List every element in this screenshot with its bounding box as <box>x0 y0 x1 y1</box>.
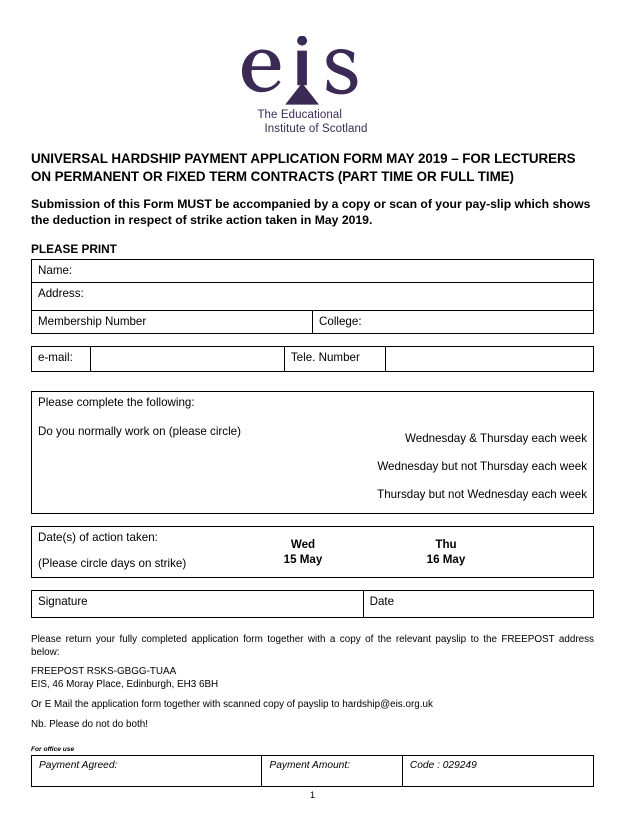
eis-wordmark-icon <box>242 36 383 105</box>
dates-of-action-section <box>31 526 594 578</box>
name-field[interactable]: Name: <box>32 260 594 283</box>
work-pattern-cell <box>32 392 594 514</box>
date-field[interactable]: Date <box>363 591 593 618</box>
page-number: 1 <box>309 789 316 801</box>
complete-heading: Please complete the following: <box>38 396 195 409</box>
dates-heading: Date(s) of action taken: <box>38 531 158 544</box>
table-row <box>32 527 594 578</box>
strike-day-wed[interactable] <box>268 537 338 567</box>
address-field[interactable]: Address: <box>32 283 594 311</box>
payment-agreed-field[interactable]: Payment Agreed: <box>32 755 262 786</box>
dates-instruction: (Please circle days on strike) <box>38 557 187 570</box>
telephone-input[interactable] <box>386 347 594 372</box>
work-pattern-section <box>31 391 594 514</box>
signature-table <box>31 590 594 618</box>
logo-tagline-line1: The Educational <box>257 109 343 121</box>
instruction-return: Please return your fully completed application form together with a copy of the relevant payslip to the FREEPOST address below: <box>31 634 594 658</box>
logo-tagline-line2: Institute of Scotland <box>264 123 368 135</box>
strike-day-wed-date: 15 May <box>283 553 323 566</box>
office-use-label: For office use <box>31 745 75 753</box>
work-pattern-row <box>38 425 587 509</box>
strike-day-thu-date: 16 May <box>426 553 466 566</box>
table-row <box>32 392 594 514</box>
strike-day-wed-name: Wed <box>290 538 316 551</box>
table-row <box>32 283 594 311</box>
email-telephone-table <box>31 346 594 372</box>
work-pattern-options <box>377 425 587 509</box>
work-pattern-option-2[interactable]: Wednesday but not Thursday each week <box>377 460 587 473</box>
email-input[interactable] <box>91 347 285 372</box>
table-row <box>32 311 594 334</box>
table-row <box>32 347 594 372</box>
work-pattern-question: Do you normally work on (please circle) <box>38 425 241 438</box>
instruction-nb: Nb. Please do not do both! <box>31 718 148 730</box>
logo-tagline <box>257 108 367 136</box>
code-field: Code : 029249 <box>402 755 593 786</box>
eis-logo <box>31 0 594 136</box>
telephone-label: Tele. Number <box>284 347 385 372</box>
table-row <box>32 260 594 283</box>
work-pattern-option-1[interactable]: Wednesday & Thursday each week <box>405 432 587 445</box>
payment-amount-field[interactable]: Payment Amount: <box>262 755 403 786</box>
college-field[interactable]: College: <box>313 311 594 334</box>
page-title: UNIVERSAL HARDSHIP PAYMENT APPLICATION FORM MAY 2019 – FOR LECTURERS ON PERMANENT OR FIXED TERM CONTRACTS (PART TIME OR FULL TIME) <box>31 151 576 184</box>
freepost-code: FREEPOST RSKS-GBGG-TUAA <box>31 666 177 678</box>
office-use-table <box>31 755 594 787</box>
dates-of-action-cell <box>32 527 594 578</box>
form-subtitle: Submission of this Form MUST be accompanied by a copy or scan of your pay-slip which shows the deduction in respect of strike action taken in May 2019. <box>31 197 591 227</box>
postal-address: EIS, 46 Moray Place, Edinburgh, EH3 6BH <box>31 678 219 690</box>
table-row <box>32 591 594 618</box>
instruction-email: Or E Mail the application form together with scanned copy of payslip to hardship@eis.org.uk <box>31 699 433 711</box>
membership-number-field[interactable]: Membership Number <box>32 311 313 334</box>
dates-grid <box>38 531 587 573</box>
work-pattern-option-3[interactable]: Thursday but not Wednesday each week <box>377 488 587 501</box>
please-print-label: PLEASE PRINT <box>31 242 117 256</box>
contact-details-table <box>31 259 594 334</box>
strike-day-thu-name: Thu <box>435 538 457 551</box>
signature-field[interactable]: Signature <box>32 591 364 618</box>
email-label: e-mail: <box>32 347 91 372</box>
strike-day-thu[interactable] <box>411 537 481 567</box>
instruction-address-block <box>31 666 594 691</box>
return-instructions <box>31 634 594 732</box>
table-row <box>32 755 594 786</box>
